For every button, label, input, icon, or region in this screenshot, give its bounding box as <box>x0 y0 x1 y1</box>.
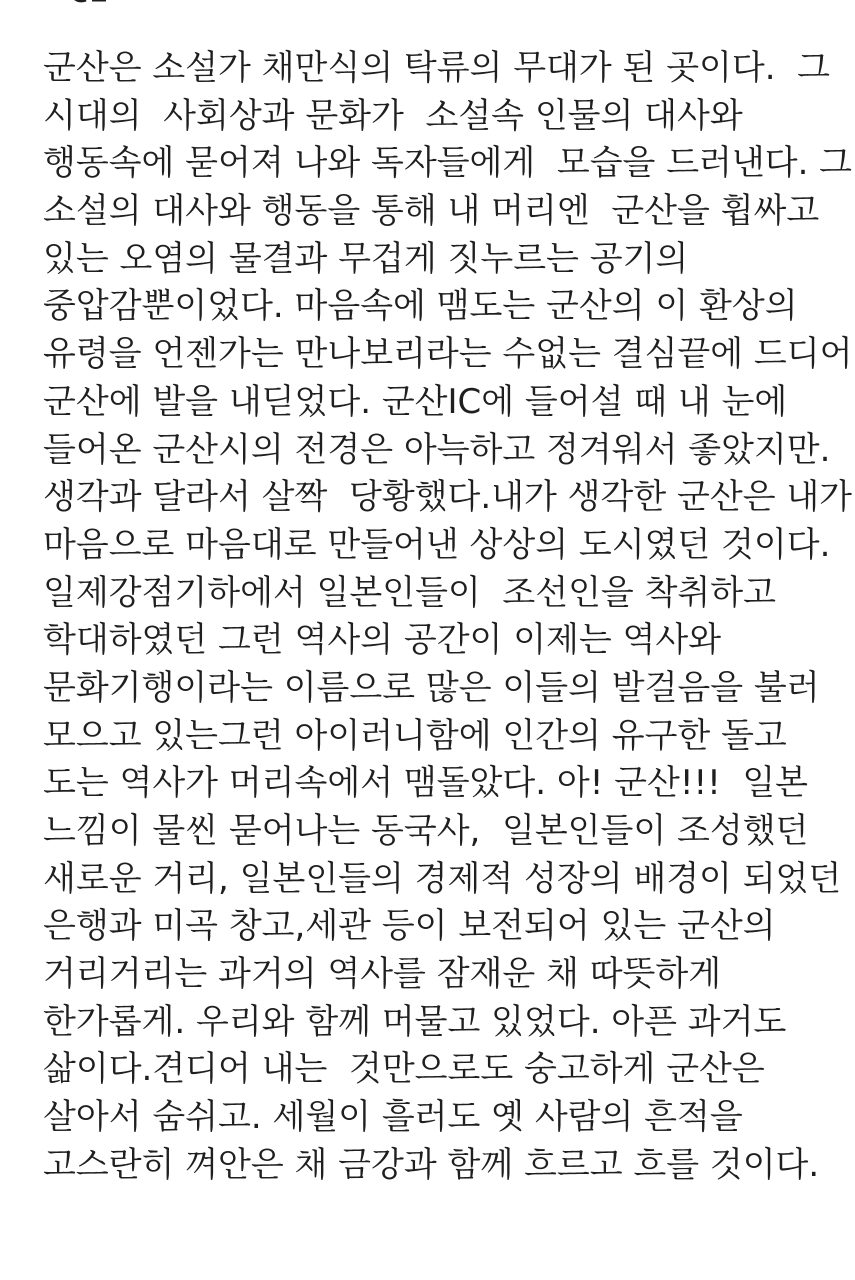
text-line: 시대의 사회상과 문화가 소설속 인물의 대사와 <box>43 95 743 136</box>
text-line: 소설의 대사와 행동을 통해 내 머리엔 군산을 휩싸고 <box>43 191 820 232</box>
text-line: 모으고 있는그런 아이러니함에 인간의 유구한 돌고 <box>43 715 787 756</box>
text-line: 느낌이 물씬 묻어나는 동국사, 일본인들이 조성했던 <box>43 811 809 851</box>
text-line: 있는 오염의 물결과 무겁게 짓누르는 공기의 <box>43 238 689 279</box>
text-line: 일제강점기하에서 일본인들이 조선인을 착취하고 <box>43 572 776 613</box>
text-line: 도는 역사가 머리속에서 맴돌았다. 아! 군산!!! 일본 <box>43 763 809 804</box>
text-line: 은행과 미곡 창고,세관 등이 보전되어 있는 군산의 <box>43 906 776 947</box>
essay-text <box>43 45 855 1190</box>
text-line: 거리거리는 과거의 역사를 잠재운 채 따뜻하게 <box>43 954 722 995</box>
text-line: 군산은 소설가 채만식의 탁류의 무대가 된 곳이다. 그 <box>43 48 830 88</box>
text-line: 마음으로 마음대로 만들어낸 상상의 도시였던 것이다. <box>43 524 831 565</box>
text-line: 들어온 군산시의 전경은 아늑하고 정겨워서 좋았지만. <box>43 429 831 470</box>
text-line: 새로운 거리, 일본인들의 경제적 성장의 배경이 되었던 <box>43 858 842 899</box>
text-line: 학대하였던 그런 역사의 공간이 이제는 역사와 <box>43 620 722 661</box>
text-line: 중압감뿐이었다. 마음속에 맴도는 군산의 이 환상의 <box>43 286 798 327</box>
text-line: 삶이다.견디어 내는 것만으로도 숭고하게 군산은 <box>43 1049 765 1090</box>
text-line: 행동속에 묻어져 나와 독자들에게 모습을 드러낸다. 그 <box>43 143 853 184</box>
text-line: 문화기행이라는 이름으로 많은 이들의 발걸음을 불러 <box>43 667 820 708</box>
text-line: 한가롭게. 우리와 함께 머물고 있었다. 아픈 과거도 <box>43 1001 787 1042</box>
text-line: 생각과 달라서 살짝 당황했다.내가 생각한 군산은 내가 <box>43 477 853 518</box>
text-line: 살아서 숨쉬고. 세월이 흘러도 옛 사람의 흔적을 <box>43 1097 743 1138</box>
text-line: 고스란히 껴안은 채 금강과 함께 흐르고 흐를 것이다. <box>43 1144 820 1185</box>
text-line: 유령을 언젠가는 만나보리라는 수없는 결심끝에 드디어 <box>43 334 853 375</box>
cropped-text-fragment <box>70 0 108 4</box>
text-line: 군산에 발을 내딛었다. 군산IC에 들어설 때 내 눈에 <box>43 381 788 422</box>
